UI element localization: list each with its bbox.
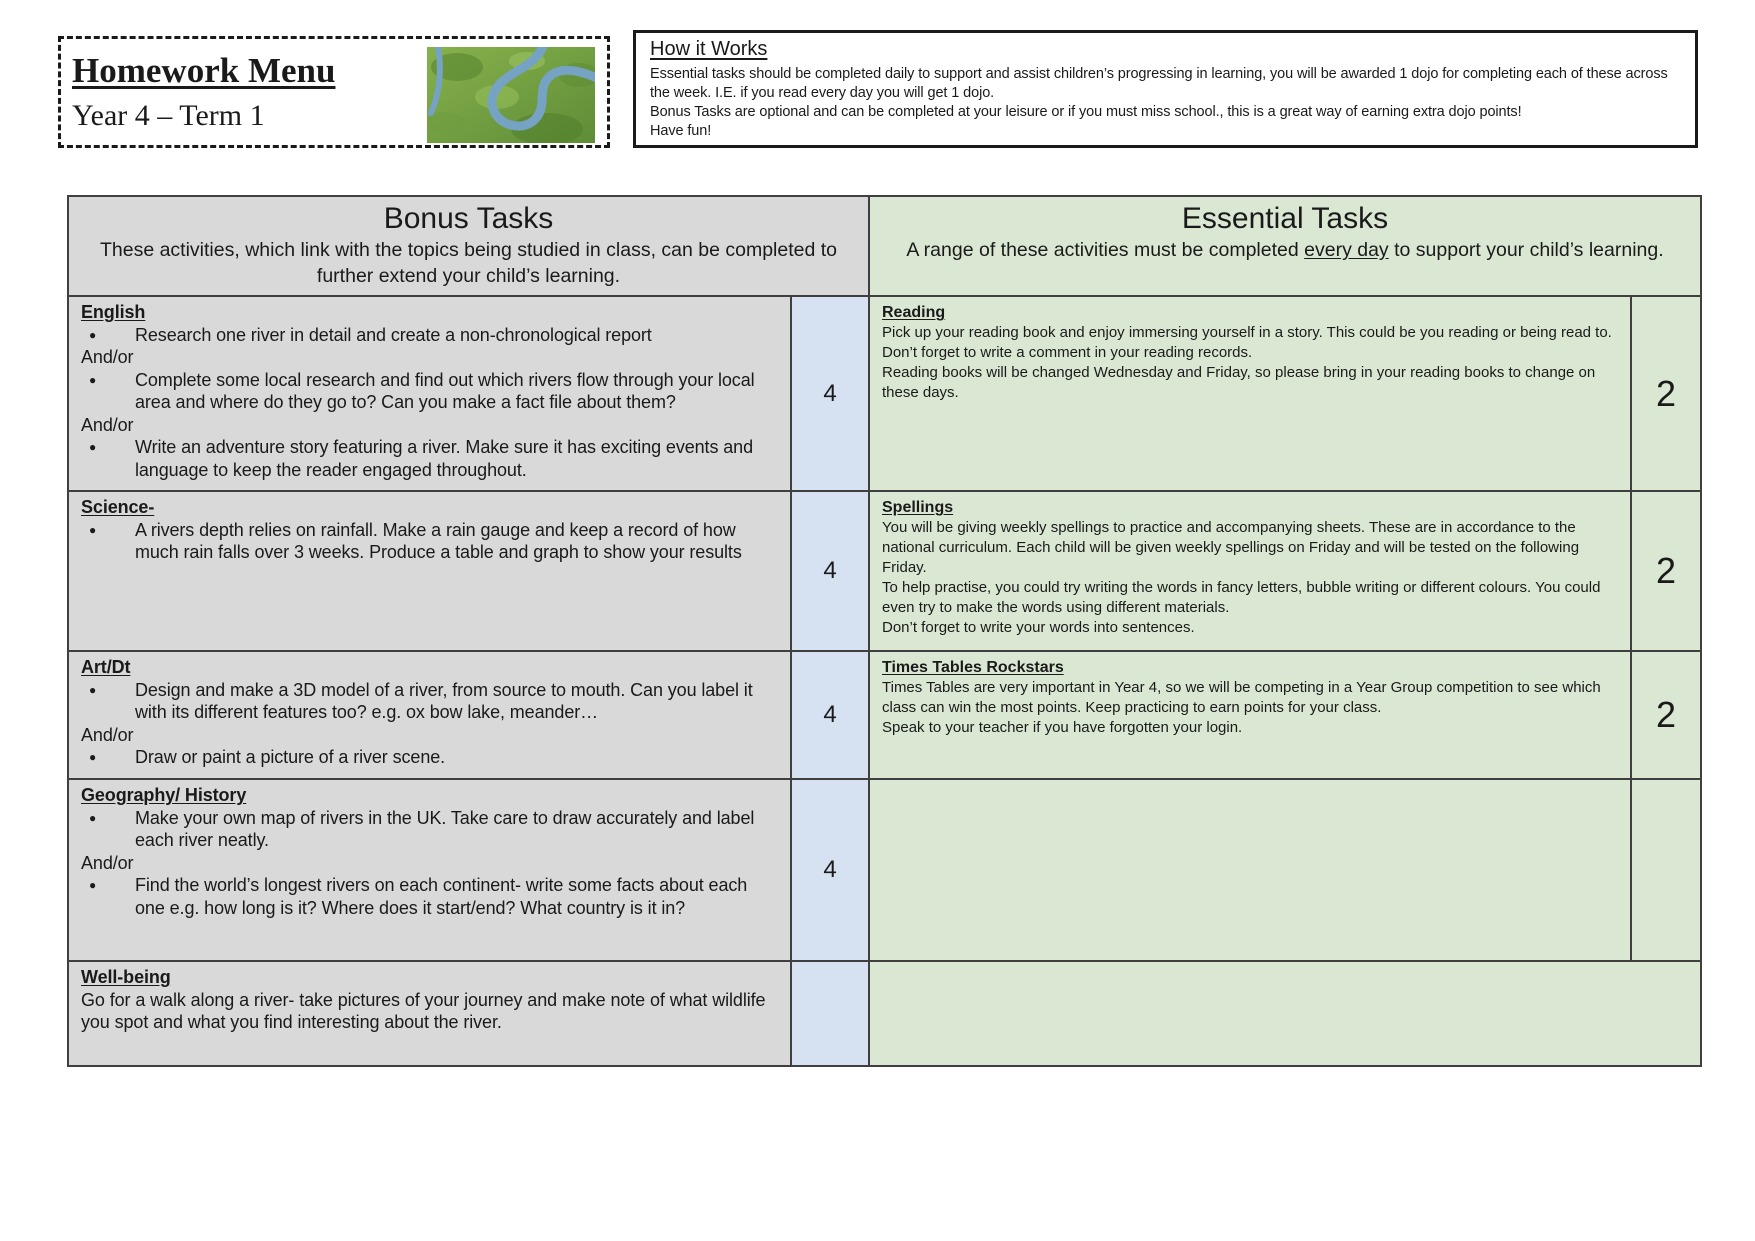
subtitle-underlined-text: every day [1304, 239, 1389, 261]
and-or-label: And/or [81, 724, 134, 745]
points-value: 2 [1655, 694, 1677, 735]
bonus-points-cell-empty [792, 962, 870, 1065]
points-value: 4 [823, 701, 837, 728]
task-text: Speak to your teacher if you have forgotten your login. [882, 719, 1243, 736]
section-heading: Well-being [81, 967, 171, 987]
points-value: 4 [823, 379, 837, 407]
section-heading: Geography/ History [81, 785, 247, 805]
section-heading: Times Tables Rockstars [882, 659, 1064, 676]
river-aerial-photo [427, 47, 595, 143]
points-value: 4 [823, 856, 837, 883]
how-it-works-paragraph: Essential tasks should be completed daily to support and assist children’s progressing in learning, you will be awarded 1 dojo for completing each of these across the week. I.E. if you read every day you will get 1 dojo. [650, 66, 1668, 101]
essential-tasks-header [870, 197, 1700, 297]
task-text: Pick up your reading book and enjoy immersing yourself in a story. This could be you reading or being read to. Don’t forget to write a comment in your reading records. [882, 324, 1612, 361]
bullet-icon: ● [89, 682, 97, 697]
essential-points-cell [1632, 297, 1700, 492]
homework-table [67, 195, 1702, 1067]
task-text: Complete some local research and find out which rivers flow through your local area and where do they go to? Can you make a fact file about them? [135, 369, 755, 412]
essential-points-cell [1632, 492, 1700, 652]
bonus-cell-geography-history [69, 780, 792, 962]
bullet-icon: ● [89, 878, 97, 892]
how-it-works-box [633, 30, 1698, 148]
task-text: Design and make a 3D model of a river, from source to mouth. Can you label it with its different features too? e.g. ox bow lake, meander… [135, 679, 753, 722]
bonus-tasks-title: Bonus Tasks [383, 202, 554, 235]
bonus-points-cell [792, 652, 870, 780]
essential-cell-times-tables [870, 652, 1632, 780]
task-text: Go for a walk along a river- take pictures of your journey and make note of what wildlife you spot and what you find interesting about the river. [81, 989, 766, 1032]
task-text: Draw or paint a picture of a river scene. [135, 747, 446, 767]
title-box [58, 36, 610, 148]
bullet-icon: ● [89, 522, 97, 537]
essential-points-cell-empty [1632, 780, 1700, 962]
bonus-cell-english [69, 297, 792, 492]
bonus-points-cell [792, 492, 870, 652]
essential-cell-empty-wide [870, 962, 1700, 1065]
how-it-works-heading: How it Works [650, 38, 768, 60]
section-heading: Science- [81, 497, 155, 517]
task-text: Write an adventure story featuring a river. Make sure it has exciting events and language to keep the reader engaged throughout. [135, 437, 753, 480]
bonus-points-cell [792, 297, 870, 492]
section-heading: Spellings [882, 499, 954, 516]
essential-cell-reading [870, 297, 1632, 492]
and-or-label: And/or [81, 347, 134, 367]
and-or-label: And/or [81, 852, 134, 873]
subtitle-text: A range of these activities must be completed [906, 239, 1305, 261]
essential-cell-spellings [870, 492, 1632, 652]
and-or-label: And/or [81, 414, 134, 435]
bonus-cell-science [69, 492, 792, 652]
bonus-points-cell [792, 780, 870, 962]
page-subtitle: Year 4 – Term 1 [72, 99, 265, 132]
task-text: Make your own map of rivers in the UK. Take care to draw accurately and label each river neatly. [135, 807, 755, 850]
section-heading: Art/Dt [81, 657, 131, 677]
task-text: To help practise, you could try writing the words in fancy letters, bubble writing or different colours. You could even try to make the words using different materials. [882, 579, 1601, 616]
task-text: Reading books will be changed Wednesday and Friday, so please bring in your reading books to change on these days. [882, 364, 1596, 401]
bullet-icon: ● [89, 810, 97, 825]
bonus-tasks-subtitle: These activities, which link with the topics being studied in class, can be completed to further extend your child’s learning. [99, 239, 838, 287]
task-text: Don’t forget to write your words into sentences. [882, 619, 1195, 636]
task-text: A rivers depth relies on rainfall. Make a rain gauge and keep a record of how much rain falls over 3 weeks. Produce a table and graph to show your results [135, 519, 742, 562]
essential-tasks-title: Essential Tasks [1181, 202, 1389, 235]
bonus-cell-well-being [69, 962, 792, 1065]
points-value: 4 [823, 557, 837, 584]
how-it-works-paragraph: Bonus Tasks are optional and can be completed at your leisure or if you must miss school., this is a great way of earning extra dojo points! [650, 104, 1522, 120]
bonus-tasks-header [69, 197, 870, 297]
task-text: Research one river in detail and create a non-chronological report [135, 324, 652, 345]
bonus-cell-art-dt [69, 652, 792, 780]
essential-cell-empty [870, 780, 1632, 962]
essential-points-cell [1632, 652, 1700, 780]
bullet-icon: ● [89, 372, 97, 387]
points-value: 2 [1655, 372, 1677, 414]
how-it-works-paragraph: Have fun! [650, 123, 712, 139]
bullet-icon: ● [89, 440, 97, 454]
bullet-icon: ● [89, 327, 97, 342]
bullet-icon: ● [89, 750, 97, 764]
task-text: You will be giving weekly spellings to practice and accompanying sheets. These are in accordance to the national curriculum. Each child will be given weekly spellings on Friday and will be tested on the following Friday. [882, 519, 1580, 576]
task-text: Find the world’s longest rivers on each continent- write some facts about each one e.g. how long is it? Where does it start/end? What country is it in? [135, 875, 748, 918]
section-heading: English [81, 302, 146, 322]
section-heading: Reading [882, 304, 946, 321]
subtitle-text: to support your child’s learning. [1388, 239, 1664, 261]
page-title: Homework Menu [72, 51, 336, 90]
task-text: Times Tables are very important in Year 4, so we will be competing in a Year Group competition to see which class can win the most points. Keep practicing to earn points for your class. [882, 679, 1601, 716]
essential-tasks-subtitle [870, 237, 1700, 263]
points-value: 2 [1655, 550, 1677, 591]
